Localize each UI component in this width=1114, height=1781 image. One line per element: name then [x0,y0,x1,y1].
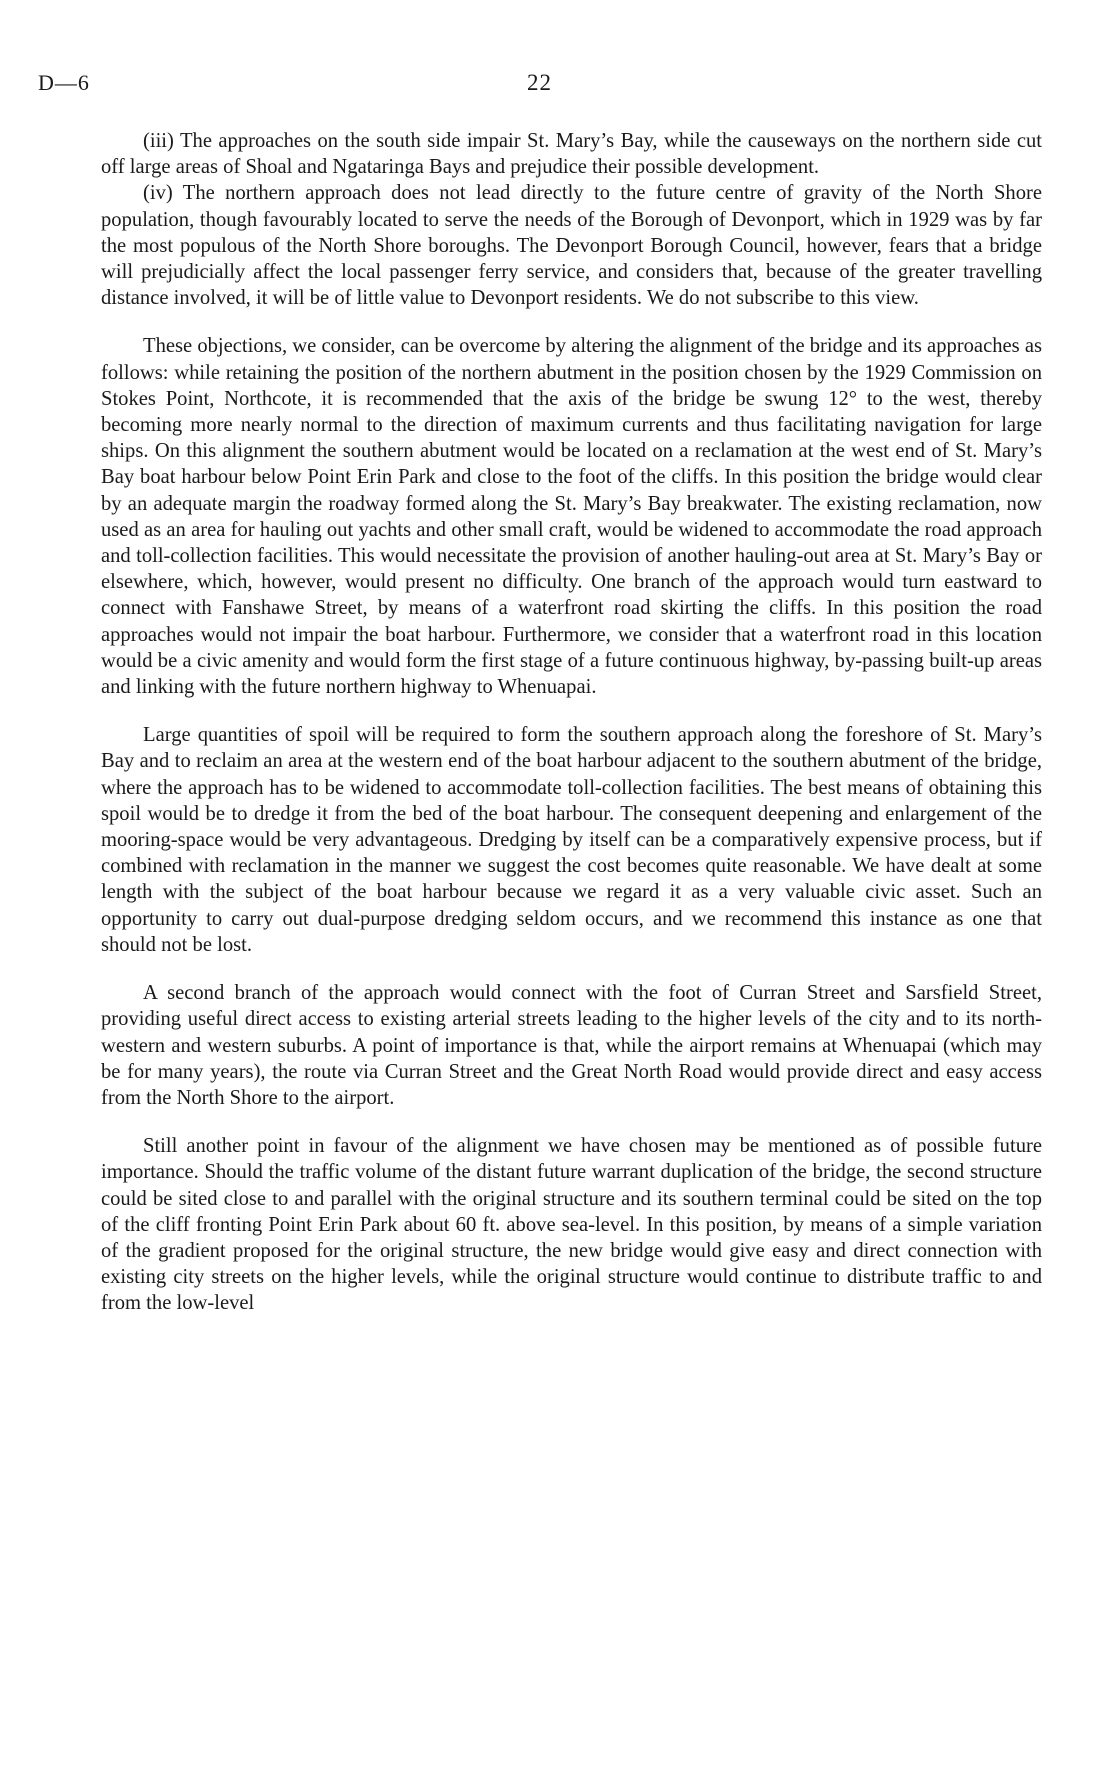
page-number: 22 [527,70,552,95]
paragraph-iv: (iv) The northern approach does not lead directly to the future centre of gravity of the North Shore population, though favourably located to serve the needs of the Borough of Devonport, which in 1929 was by far the most populous of the North Shore boroughs. The Devonport Borough Council, however, fears that a bridge will prejudicially affect the local passenger ferry service, and considers that, because of the greater travelling distance involved, it will be of little value to Devonport residents. We do not subscribe to this view. [101,182,1042,310]
document-reference: D—6 [38,70,90,95]
paragraph-spoil: Large quantities of spoil will be required to form the southern approach along the foreshore of St. Mary’s Bay and to reclaim an area at the western end of the boat harbour adjacent to the southern abutment of the bridge, where the approach has to be widened to accommodate toll-collection facilities. The best means of obtaining this spoil would be to dredge it from the bed of the boat harbour. The consequent deepening and enlargement of the mooring-space would be very advantageous. Dredging by itself can be a comparatively expensive process, but if combined with reclamation in the manner we suggest the cost becomes quite reasonable. We have dealt at some length with the subject of the boat harbour because we regard it as a very valuable civic asset. Such an opportunity to carry out dual-purpose dredging seldom occurs, and we recommend this instance as one that should not be lost. [101,724,1042,956]
paragraph-iii: (iii) The approaches on the south side impair St. Mary’s Bay, while the causeways on the northern side cut off large areas of Shoal and Ngataringa Bays and prejudice their possible development. [101,130,1042,179]
paragraph-alignment-future: Still another point in favour of the alignment we have chosen may be mentioned as of possible future importance. Should the traffic volume of the distant future warrant duplication of the bridge, the second structure could be sited close to and parallel with the original structure and its southern terminal could be sited on the top of the cliff fronting Point Erin Park about 60 ft. above sea-level. In this position, by means of a simple variation of the gradient proposed for the original structure, the new bridge would give easy and direct connection with existing city streets on the higher levels, while the original structure would continue to distribute traffic to and from the low-level [101,1135,1042,1315]
body-text [101,128,1042,1317]
paragraph-objections: These objections, we consider, can be overcome by altering the alignment of the bridge and its approaches as follows: while retaining the position of the northern abutment in the position chosen by the 1929 Commission on Stokes Point, Northcote, it is recommended that the axis of the bridge be swung 12° to the west, thereby becoming more nearly normal to the direction of maximum currents and thus facilitating navigation for large ships. On this alignment the southern abutment would be located on a reclamation at the west end of St. Mary’s Bay boat harbour below Point Erin Park and close to the foot of the cliffs. In this position the bridge would clear by an adequate margin the roadway formed along the St. Mary’s Bay breakwater. The existing reclamation, now used as an area for hauling out yachts and other small craft, would be widened to accommodate the road approach and toll-collection facilities. This would necessitate the provision of another hauling-out area at St. Mary’s Bay or elsewhere, which, however, would present no difficulty. One branch of the approach would turn eastward to connect with Fanshawe Street, by means of a waterfront road skirting the cliffs. In this position the road approaches would not impair the boat harbour. Furthermore, we consider that a waterfront road in this location would be a civic amenity and would form the first stage of a future continuous highway, by-passing built-up areas and linking with the future northern highway to Whenuapai. [101,335,1042,699]
paragraph-second-branch: A second branch of the approach would connect with the foot of Curran Street and Sarsfield Street, providing useful direct access to existing arterial streets leading to the higher levels of the city and to its north-western and western suburbs. A point of importance is that, while the airport remains at Whenuapai (which may be for many years), the route via Curran Street and the Great North Road would provide direct and easy access from the North Shore to the airport. [101,982,1042,1109]
